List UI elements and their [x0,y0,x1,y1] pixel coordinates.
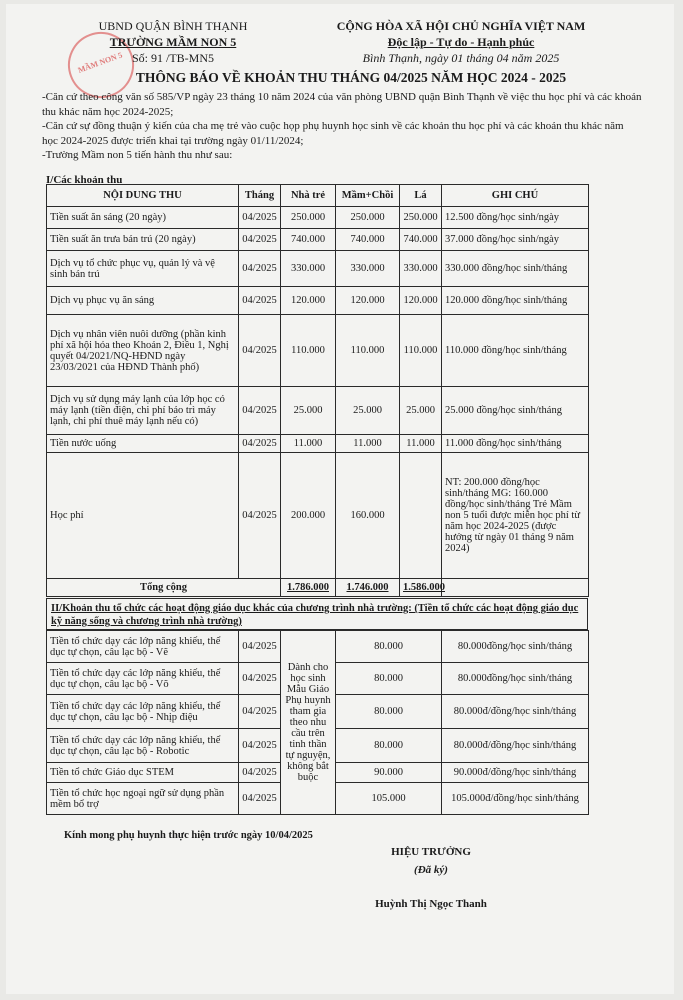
month-cell: 04/2025 [239,763,281,783]
month-cell: 04/2025 [239,453,281,579]
content-cell: Dịch vụ tổ chức phục vụ, quản lý và vệ sinh bán trú [47,251,239,287]
content-cell: Tiền tổ chức dạy các lớp năng khiếu, thể dục tự chọn, câu lạc bộ - Robotic [47,729,239,763]
document-page [6,4,674,994]
signer-role: HIỆU TRƯỞNG [391,846,471,858]
header-cell: NỘI DUNG THU [47,185,239,207]
note-cell: 80.000đ/đồng/học sinh/tháng [442,695,589,729]
amount-cell: 80.000 [336,663,442,695]
header-cell: Mầm+Chồi [336,185,400,207]
mam-choi-cell: 740.000 [336,229,400,251]
header-cell: Nhà trẻ [281,185,336,207]
la-cell: 11.000 [400,435,442,453]
month-cell: 04/2025 [239,287,281,315]
content-cell: Tiền tổ chức Giáo dục STEM [47,763,239,783]
mam-choi-cell: 330.000 [336,251,400,287]
intro-line: -Căn cứ sự đồng thuận ý kiến của cha mẹ trẻ vào cuộc họp phụ huynh học sinh về các khoản thu học phí và các khoản thu khác năm học 2024-2025 được triển khai tại trường ngày 01/11/2024; [42,120,624,147]
section2-title: II/Khoản thu tổ chức các hoạt động giáo dục khác của chương trình nhà trường: (Tiền tổ chức các hoạt động giáo dục kỹ năng sống và chương trình nhà trường) [46,598,588,630]
fees-table [46,184,589,597]
note-cell: 80.000đồng/học sinh/tháng [442,631,589,663]
intro-line: -Trường Mầm non 5 tiến hành thu như sau: [42,149,233,161]
la-cell: 120.000 [400,287,442,315]
country-name: CỘNG HÒA XÃ HỘI CHỦ NGHĨA VIỆT NAM [336,19,586,33]
note-cell: 37.000 đồng/học sinh/ngày [442,229,589,251]
header-cell: Tháng [239,185,281,207]
signed-note: (Đã ký) [414,864,448,876]
note-cell: 80.000đồng/học sinh/tháng [442,663,589,695]
table-header-row [47,185,589,207]
table-row [47,453,589,579]
month-cell: 04/2025 [239,229,281,251]
nha-tre-cell: 330.000 [281,251,336,287]
la-cell: 250.000 [400,207,442,229]
mam-choi-cell: 160.000 [336,453,400,579]
month-cell: 04/2025 [239,435,281,453]
content-cell: Dịch vụ phục vụ ăn sáng [47,287,239,315]
nha-tre-cell: 25.000 [281,387,336,435]
national-motto: Độc lập - Tự do - Hạnh phúc [387,35,535,49]
note-cell: 105.000đ/đồng/học sinh/tháng [442,783,589,815]
content-cell: Học phí [47,453,239,579]
mam-choi-cell: 110.000 [336,315,400,387]
total-la: 1.586.000 [400,579,442,597]
amount-cell: 105.000 [336,783,442,815]
note-cell: 25.000 đồng/học sinh/tháng [442,387,589,435]
nha-tre-cell: 740.000 [281,229,336,251]
signer-name: Huỳnh Thị Ngọc Thanh [375,898,487,910]
table-row [47,287,589,315]
content-cell: Tiền nước uống [47,435,239,453]
mam-choi-cell: 25.000 [336,387,400,435]
la-cell: 330.000 [400,251,442,287]
document-title: THÔNG BÁO VỀ KHOẢN THU THÁNG 04/2025 NĂM HỌC 2024 - 2025 [135,70,567,85]
issuer-header [68,18,278,66]
mam-choi-cell: 250.000 [336,207,400,229]
content-cell: Tiền tổ chức học ngoại ngữ sử dụng phần mềm bổ trợ [47,783,239,815]
total-label: Tổng cộng [47,579,281,597]
month-cell: 04/2025 [239,663,281,695]
section1-title: I/Các khoản thu [46,174,123,186]
content-cell: Tiền suất ăn trưa bán trú (20 ngày) [47,229,239,251]
nha-tre-cell: 110.000 [281,315,336,387]
nha-tre-cell: 120.000 [281,287,336,315]
content-cell: Tiền tổ chức dạy các lớp năng khiếu, thể dục tự chọn, câu lạc bộ - Nhịp điệu [47,695,239,729]
table-row [47,207,589,229]
content-cell: Dịch vụ sử dụng máy lạnh của lớp học có máy lạnh (tiền điện, chi phí bảo trì máy lạnh, chi phí thuê máy lạnh nếu có) [47,387,239,435]
note-cell: 11.000 đồng/học sinh/tháng [442,435,589,453]
la-cell: 110.000 [400,315,442,387]
issue-date: Bình Thạnh, ngày 01 tháng 04 năm 2025 [362,51,560,65]
header-cell: GHI CHÚ [442,185,589,207]
intro-paragraphs [42,90,642,163]
la-cell: 740.000 [400,229,442,251]
mam-choi-cell: 11.000 [336,435,400,453]
table-row [47,229,589,251]
month-cell: 04/2025 [239,315,281,387]
month-cell: 04/2025 [239,387,281,435]
table-row [47,387,589,435]
header-cell: Lá [400,185,442,207]
amount-cell: 90.000 [336,763,442,783]
la-cell [400,453,442,579]
month-cell: 04/2025 [239,251,281,287]
table-row [47,435,589,453]
note-cell: 12.500 đồng/học sinh/ngày [442,207,589,229]
total-nha-tre: 1.786.000 [281,579,336,597]
amount-cell: 80.000 [336,729,442,763]
content-cell: Tiền tổ chức dạy các lớp năng khiếu, thể dục tự chọn, câu lạc bộ - Vẽ [47,631,239,663]
mam-choi-cell: 120.000 [336,287,400,315]
table-row [47,251,589,287]
national-header [296,18,626,66]
total-mam-choi: 1.746.000 [336,579,400,597]
district-name: UBND QUẬN BÌNH THẠNH [98,19,248,33]
amount-cell: 80.000 [336,695,442,729]
month-cell: 04/2025 [239,783,281,815]
content-cell: Tiền suất ăn sáng (20 ngày) [47,207,239,229]
note-cell: 120.000 đồng/học sinh/tháng [442,287,589,315]
note-cell: NT: 200.000 đồng/học sinh/tháng MG: 160.000 đồng/học sinh/tháng Trẻ Mầm non 5 tuổi được miễn học phí từ năm học 2024-2025 (được hưởng từ ngày 01 tháng 9 năm 2024) [442,453,589,579]
activities-table [46,630,589,815]
participation-note: Dành cho học sinh Mẫu Giáo Phụ huynh tham gia theo nhu cầu trên tinh thần tự nguyện, không bắt buộc [281,631,336,815]
month-cell: 04/2025 [239,729,281,763]
document-number: Số: 91 /TB-MN5 [131,51,214,65]
school-seal-stamp: MẦM NON 5 [59,23,144,108]
content-cell: Dịch vụ nhân viên nuôi dưỡng (phần kinh phí xã hội hóa theo Khoản 2, Điều 1, Nghị quyết 04/2021/NQ-HĐND ngày 23/03/2021 của HĐND Thành phố) [47,315,239,387]
closing-note: Kính mong phụ huynh thực hiện trước ngày 10/04/2025 [64,830,313,841]
total-note-cell [442,579,589,597]
note-cell: 80.000đ/đồng/học sinh/tháng [442,729,589,763]
signature-block [366,846,496,876]
amount-cell: 80.000 [336,631,442,663]
note-cell: 330.000 đồng/học sinh/tháng [442,251,589,287]
nha-tre-cell: 250.000 [281,207,336,229]
total-row [47,579,589,597]
nha-tre-cell: 200.000 [281,453,336,579]
content-cell: Tiền tổ chức dạy các lớp năng khiếu, thể dục tự chọn, câu lạc bộ - Võ [47,663,239,695]
note-cell: 110.000 đồng/học sinh/tháng [442,315,589,387]
table-row [47,631,589,663]
la-cell: 25.000 [400,387,442,435]
month-cell: 04/2025 [239,695,281,729]
intro-line: -Căn cứ theo công văn số 585/VP ngày 23 tháng 10 năm 2024 của văn phòng UBND quận Bình Thạnh về việc thu học phí và các khoản thu khác năm học 2024-2025; [42,91,642,118]
table-row [47,315,589,387]
school-name: TRƯỜNG MẦM NON 5 [109,35,237,49]
nha-tre-cell: 11.000 [281,435,336,453]
note-cell: 90.000đ/đồng/học sinh/tháng [442,763,589,783]
month-cell: 04/2025 [239,207,281,229]
month-cell: 04/2025 [239,631,281,663]
